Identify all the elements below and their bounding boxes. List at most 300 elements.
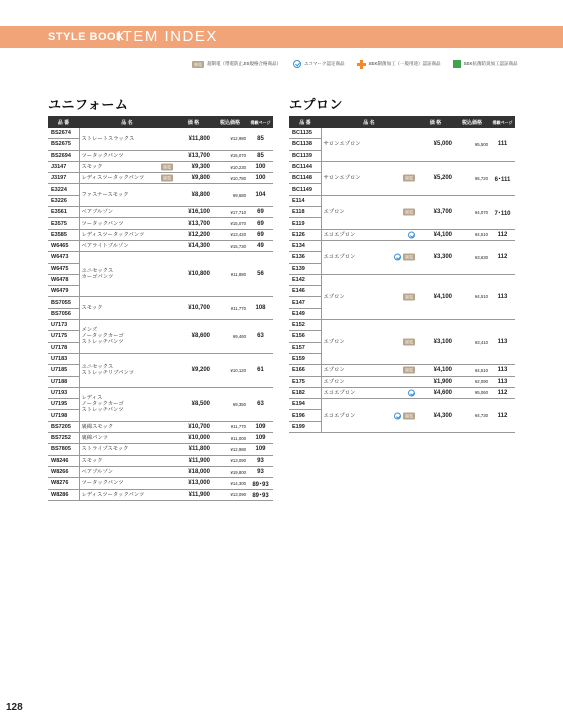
- item-code: J3197: [48, 173, 79, 184]
- item-price: ¥8,800: [175, 184, 212, 207]
- legend: [192, 58, 530, 70]
- item-code: BC1139: [289, 150, 321, 161]
- item-code: E114: [289, 195, 321, 206]
- item-price: ¥9,800: [175, 173, 212, 184]
- tech-badge-icon: 制電: [405, 294, 413, 300]
- apron-section-title: エプロン: [289, 97, 344, 112]
- legend-item: [453, 60, 518, 68]
- item-name-line: メンズ: [81, 327, 98, 334]
- table-row: [289, 161, 515, 172]
- item-name-line: スモック: [81, 305, 103, 312]
- item-page: 93: [248, 466, 273, 477]
- item-name-line: エプロン: [323, 293, 345, 300]
- item-code: E157: [289, 342, 321, 353]
- item-code: BS2674: [48, 128, 79, 139]
- item-price: ¥14,300: [175, 240, 212, 251]
- item-page: 63: [248, 320, 273, 354]
- header-tax: 税込価格: [454, 116, 490, 128]
- item-page: 89･93: [248, 489, 273, 500]
- eco-mark-icon: [293, 60, 301, 68]
- item-page: 49: [248, 240, 273, 251]
- item-tax-price: ¥4,070: [454, 195, 490, 229]
- item-code: U7195: [48, 399, 79, 410]
- item-code: E142: [289, 274, 321, 285]
- item-name: [79, 252, 175, 297]
- tech-badge-icon: 制電: [405, 339, 413, 345]
- item-name-line: ストレートスラックス: [81, 135, 135, 142]
- item-code: BS7205: [48, 421, 79, 432]
- tech-badge-icon: 制電: [405, 413, 413, 419]
- item-name: [79, 218, 175, 229]
- item-marks: [406, 231, 415, 238]
- item-marks: [392, 254, 415, 261]
- item-name-line: エコエプロン: [323, 254, 356, 261]
- table-row: [289, 365, 515, 376]
- table-row: [48, 421, 273, 432]
- item-price: ¥16,100: [175, 207, 212, 218]
- item-tax-price: ¥12,980: [212, 128, 248, 150]
- uniform-section-title: ユニフォーム: [48, 97, 129, 112]
- item-name: [321, 128, 417, 161]
- item-name-line: エコエプロン: [323, 231, 356, 238]
- table-row: [289, 387, 515, 398]
- style-book-label: STYLE BOOK: [48, 31, 125, 43]
- item-marks: [401, 209, 415, 216]
- item-page: 111: [490, 128, 515, 161]
- item-code: E149: [289, 308, 321, 319]
- legend-text: SEK抗菌防臭加工認証商品: [463, 61, 518, 66]
- item-code: U7175: [48, 331, 79, 342]
- item-name: [79, 320, 175, 354]
- item-name-line: サロンエプロン: [323, 175, 361, 182]
- item-page: 113: [490, 365, 515, 376]
- item-tax-price: ¥19,800: [212, 466, 248, 477]
- item-name-line: レディスツータックパンツ: [81, 231, 145, 238]
- item-name: [79, 173, 175, 184]
- item-code: BS7056: [48, 308, 79, 319]
- item-code: J3147: [48, 161, 79, 172]
- item-page: 112: [490, 399, 515, 433]
- item-page: 69: [248, 229, 273, 240]
- legend-text: 超制電（帯電防止JIS規格合格商品）: [207, 61, 282, 66]
- item-name-line: 裏綿パンツ: [81, 435, 108, 442]
- item-page: 69: [248, 218, 273, 229]
- item-tax-price: ¥5,720: [454, 161, 490, 195]
- item-name-line: レディス: [81, 395, 103, 402]
- item-name: [79, 229, 175, 240]
- item-page: 61: [248, 353, 273, 387]
- item-name: [321, 195, 417, 229]
- item-price: ¥4,100: [417, 365, 454, 376]
- item-code: E136: [289, 252, 321, 263]
- item-page: 85: [248, 150, 273, 161]
- table-row: [289, 376, 515, 387]
- header-page: 掲載ページ: [490, 116, 515, 128]
- item-page: 7･110: [490, 195, 515, 229]
- table-row: [48, 161, 273, 172]
- item-name-line: 裏綿スモック: [81, 423, 114, 430]
- item-page: 69: [248, 207, 273, 218]
- item-name: [321, 229, 417, 240]
- item-marks: [406, 389, 415, 396]
- item-price: ¥10,800: [175, 252, 212, 297]
- item-tax-price: ¥13,090: [212, 455, 248, 466]
- item-tax-price: ¥2,090: [454, 376, 490, 387]
- table-row: [48, 173, 273, 184]
- item-code: E156: [289, 331, 321, 342]
- item-name: [79, 240, 175, 251]
- legend-item: [293, 60, 345, 68]
- sek-mark-icon: [357, 60, 366, 69]
- table-row: [48, 466, 273, 477]
- item-price: ¥13,700: [175, 150, 212, 161]
- table-row: [48, 229, 273, 240]
- item-page: 100: [248, 161, 273, 172]
- item-tax-price: ¥12,980: [212, 444, 248, 455]
- item-page: 109: [248, 421, 273, 432]
- table-row: [48, 207, 273, 218]
- header-tax: 税込価格: [212, 116, 248, 128]
- item-code: E3585: [48, 229, 79, 240]
- item-page: 104: [248, 184, 273, 207]
- item-name: [79, 455, 175, 466]
- header-price: 価 格: [417, 116, 454, 128]
- item-name-line: ベアブルゾン: [81, 469, 114, 476]
- eco-mark-icon: [394, 412, 401, 419]
- item-code: E126: [289, 229, 321, 240]
- item-name-line: エコエプロン: [323, 412, 356, 419]
- item-name-line: ツータックパンツ: [81, 480, 124, 487]
- header-name: 品 名: [79, 116, 175, 128]
- item-tax-price: ¥4,510: [454, 274, 490, 319]
- item-code: W8276: [48, 478, 79, 489]
- item-code: BS7805: [48, 444, 79, 455]
- item-price: ¥13,000: [175, 478, 212, 489]
- item-code: W6473: [48, 252, 79, 263]
- item-tax-price: ¥3,630: [454, 240, 490, 274]
- item-code: U7188: [48, 376, 79, 387]
- item-page: 109: [248, 433, 273, 444]
- item-tax-price: ¥10,780: [212, 173, 248, 184]
- item-code: BC1135: [289, 128, 321, 139]
- tech-badge-icon: 制電: [163, 175, 171, 181]
- item-price: ¥9,200: [175, 353, 212, 387]
- item-price: ¥10,700: [175, 421, 212, 432]
- item-name-line: スモック: [81, 457, 103, 464]
- item-page: 109: [248, 444, 273, 455]
- item-name: [79, 478, 175, 489]
- item-name-line: スモック: [81, 164, 103, 171]
- item-price: ¥18,000: [175, 466, 212, 477]
- item-page: 93: [248, 455, 273, 466]
- item-name: [321, 365, 417, 376]
- item-code: E3226: [48, 195, 79, 206]
- table-row: [48, 433, 273, 444]
- item-code: E118: [289, 207, 321, 218]
- item-code: U7183: [48, 353, 79, 364]
- item-name: [321, 320, 417, 365]
- item-page: 89･93: [248, 478, 273, 489]
- item-name-line: レディスツータックパンツ: [81, 491, 145, 498]
- header-price: 価 格: [175, 116, 212, 128]
- item-name-line: ベアライトブルゾン: [81, 243, 129, 250]
- item-name: [79, 489, 175, 500]
- item-name: [79, 466, 175, 477]
- item-code: BC1138: [289, 139, 321, 150]
- item-name: [79, 184, 175, 207]
- item-price: ¥3,300: [417, 240, 454, 274]
- item-price: ¥8,600: [175, 320, 212, 354]
- item-code: U7185: [48, 365, 79, 376]
- item-code: E182: [289, 387, 321, 398]
- item-tax-price: ¥13,420: [212, 229, 248, 240]
- item-marks: [392, 412, 415, 419]
- table-header-row: [48, 116, 273, 128]
- item-name-line: エコエプロン: [323, 389, 356, 396]
- page-number: 128: [6, 702, 23, 713]
- item-page: 113: [490, 320, 515, 365]
- eco-mark-icon: [408, 231, 415, 238]
- item-tax-price: ¥3,410: [454, 320, 490, 365]
- item-page: 108: [248, 297, 273, 320]
- table-row: [289, 320, 515, 331]
- item-name-line: エプロン: [323, 378, 345, 385]
- item-name-line: エプロン: [323, 339, 345, 346]
- item-name: [321, 240, 417, 274]
- item-name-line: ファスナースモック: [81, 192, 129, 199]
- table-row: [48, 218, 273, 229]
- header-bar: [0, 26, 563, 48]
- tech-badge-icon: 制電: [405, 175, 413, 181]
- item-name-line: ユニセックス: [81, 364, 114, 371]
- item-tax-price: ¥5,060: [454, 387, 490, 398]
- item-code: W8286: [48, 489, 79, 500]
- item-tax-price: ¥4,510: [454, 365, 490, 376]
- item-name-line: ストレッチリブパンツ: [81, 370, 134, 377]
- item-code: E159: [289, 353, 321, 364]
- item-price: ¥11,800: [175, 444, 212, 455]
- item-price: ¥5,200: [417, 161, 454, 195]
- item-tax-price: ¥15,730: [212, 240, 248, 251]
- item-tax-price: ¥15,070: [212, 218, 248, 229]
- item-tax-price: ¥11,770: [212, 421, 248, 432]
- apron-table: [289, 116, 515, 433]
- item-name: [321, 161, 417, 195]
- table-row: [48, 240, 273, 251]
- item-price: ¥13,700: [175, 218, 212, 229]
- item-marks: [401, 175, 415, 182]
- item-tax-price: ¥14,300: [212, 478, 248, 489]
- item-code: U7193: [48, 387, 79, 398]
- item-code: W6465: [48, 240, 79, 251]
- table-row: [48, 150, 273, 161]
- item-price: ¥1,900: [417, 376, 454, 387]
- item-code: E152: [289, 320, 321, 331]
- table-row: [48, 478, 273, 489]
- table-row: [48, 252, 273, 263]
- item-name-line: ベアブルゾン: [81, 209, 114, 216]
- item-code: W8266: [48, 466, 79, 477]
- item-name-line: ツータックパンツ: [81, 220, 124, 227]
- item-code: E175: [289, 376, 321, 387]
- item-code: E196: [289, 410, 321, 421]
- item-tax-price: ¥9,350: [212, 387, 248, 421]
- item-page: 6･111: [490, 161, 515, 195]
- item-code: E166: [289, 365, 321, 376]
- item-tax-price: ¥4,510: [454, 229, 490, 240]
- item-name: [79, 207, 175, 218]
- uniform-table: [48, 116, 273, 501]
- item-price: ¥9,300: [175, 161, 212, 172]
- item-page: 113: [490, 274, 515, 319]
- item-tax-price: ¥11,000: [212, 433, 248, 444]
- item-code: BC1148: [289, 173, 321, 184]
- table-row: [48, 489, 273, 500]
- item-code: E3575: [48, 218, 79, 229]
- item-marks: [159, 164, 173, 171]
- item-name-line: ストライプスモック: [81, 446, 129, 453]
- legend-text: SEK制菌加工（一般用途）認証商品: [368, 61, 441, 66]
- item-code: E194: [289, 399, 321, 410]
- table-row: [289, 128, 515, 139]
- item-price: ¥5,000: [417, 128, 454, 161]
- item-name: [79, 161, 175, 172]
- item-tax-price: ¥5,500: [454, 128, 490, 161]
- table-row: [48, 320, 273, 331]
- item-page: 112: [490, 229, 515, 240]
- item-tax-price: ¥10,120: [212, 353, 248, 387]
- item-marks: [159, 175, 173, 182]
- item-page: 63: [248, 387, 273, 421]
- table-row: [48, 455, 273, 466]
- item-code: BS7252: [48, 433, 79, 444]
- item-name-line: ツータックパンツ: [81, 152, 124, 159]
- table-row: [289, 240, 515, 251]
- item-code: E3224: [48, 184, 79, 195]
- item-price: ¥12,200: [175, 229, 212, 240]
- header-code: 品 番: [48, 116, 79, 128]
- item-name: [79, 421, 175, 432]
- item-price: ¥10,700: [175, 297, 212, 320]
- item-price: ¥4,100: [417, 229, 454, 240]
- item-code: W8246: [48, 455, 79, 466]
- item-price: ¥4,100: [417, 274, 454, 319]
- item-code: U7178: [48, 342, 79, 353]
- item-price: ¥11,900: [175, 489, 212, 500]
- table-row: [48, 297, 273, 308]
- item-page: 112: [490, 387, 515, 398]
- item-code: E119: [289, 218, 321, 229]
- item-price: ¥10,000: [175, 433, 212, 444]
- table-header-row: [289, 116, 515, 128]
- item-name: [79, 150, 175, 161]
- tech-badge-icon: 制電: [405, 209, 413, 215]
- item-price: ¥4,300: [417, 399, 454, 433]
- item-index-title: ITEM INDEX: [117, 28, 218, 45]
- item-name-line: ノータックカーゴ: [81, 333, 124, 340]
- tech-badge-icon: 制電: [405, 254, 413, 260]
- item-code: BC1144: [289, 161, 321, 172]
- item-code: BS2675: [48, 139, 79, 150]
- item-page: 85: [248, 128, 273, 150]
- item-price: ¥3,100: [417, 320, 454, 365]
- legend-item: [192, 61, 281, 68]
- item-name: [321, 387, 417, 398]
- tech-badge-icon: 制電: [194, 61, 202, 67]
- item-tax-price: ¥11,770: [212, 297, 248, 320]
- item-code: W6479: [48, 286, 79, 297]
- item-name: [79, 297, 175, 320]
- item-name-line: エプロン: [323, 209, 345, 216]
- item-price: ¥4,600: [417, 387, 454, 398]
- item-code: BS7055: [48, 297, 79, 308]
- item-name: [79, 128, 175, 150]
- item-page: 113: [490, 376, 515, 387]
- item-name: [79, 444, 175, 455]
- item-price: ¥11,900: [175, 455, 212, 466]
- item-name: [79, 387, 175, 421]
- table-row: [48, 444, 273, 455]
- item-tax-price: ¥15,070: [212, 150, 248, 161]
- table-row: [289, 399, 515, 410]
- item-name-line: サロンエプロン: [323, 141, 361, 148]
- item-name: [79, 353, 175, 387]
- item-code: E134: [289, 240, 321, 251]
- item-name-line: ユニセックス: [81, 268, 114, 275]
- table-row: [48, 353, 273, 364]
- item-code: BS2694: [48, 150, 79, 161]
- item-page: 100: [248, 173, 273, 184]
- sek-antibacterial-icon: [453, 60, 461, 68]
- item-marks: [401, 367, 415, 374]
- item-name-line: レディスツータックパンツ: [81, 175, 145, 182]
- legend-text: エコマーク認定商品: [304, 61, 345, 66]
- item-code: W6475: [48, 263, 79, 274]
- item-code: E3561: [48, 207, 79, 218]
- item-tax-price: ¥4,730: [454, 399, 490, 433]
- item-page: 56: [248, 252, 273, 297]
- eco-mark-icon: [394, 254, 401, 261]
- item-marks: [401, 293, 415, 300]
- item-price: ¥8,500: [175, 387, 212, 421]
- table-row: [289, 274, 515, 285]
- item-name: [321, 399, 417, 433]
- item-tax-price: ¥9,680: [212, 184, 248, 207]
- item-code: W6478: [48, 274, 79, 285]
- item-tax-price: ¥9,460: [212, 320, 248, 354]
- eco-mark-icon: [408, 389, 415, 396]
- table-row: [289, 195, 515, 206]
- item-code: BC1149: [289, 184, 321, 195]
- item-name-line: エプロン: [323, 367, 345, 374]
- item-name-line: ストレッチパンツ: [81, 339, 124, 346]
- item-code: E139: [289, 263, 321, 274]
- tech-badge-icon: 制電: [163, 164, 171, 170]
- item-name: [321, 274, 417, 319]
- item-tax-price: ¥10,230: [212, 161, 248, 172]
- item-page: 112: [490, 240, 515, 274]
- item-name: [79, 433, 175, 444]
- tech-badge-icon: 制電: [405, 367, 413, 373]
- item-name-line: ストレッチパンツ: [81, 407, 124, 414]
- table-row: [48, 387, 273, 398]
- item-marks: [401, 339, 415, 346]
- item-price: ¥3,700: [417, 195, 454, 229]
- table-row: [48, 128, 273, 139]
- item-code: E199: [289, 421, 321, 432]
- item-code: E147: [289, 297, 321, 308]
- item-tax-price: ¥13,090: [212, 489, 248, 500]
